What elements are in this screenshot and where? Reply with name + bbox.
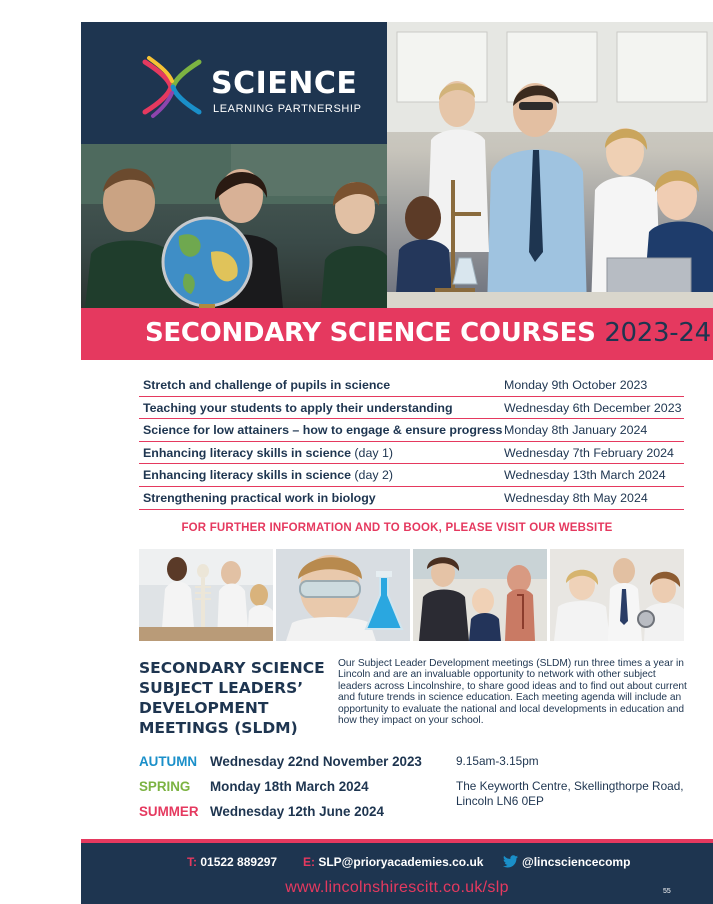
meeting-time: 9.15am-3.15pm <box>456 754 539 768</box>
logo-wordmark: SCIENCE <box>211 66 358 101</box>
meeting-row <box>139 804 449 829</box>
course-date: Wednesday 13th March 2024 <box>504 468 666 483</box>
course-row <box>139 487 684 510</box>
phone-contact[interactable] <box>187 855 277 869</box>
skeleton-lesson-photo <box>139 549 273 641</box>
sldm-heading-line: SECONDARY SCIENCE <box>139 659 325 677</box>
course-name <box>143 468 393 482</box>
course-note: (day 2) <box>350 468 393 483</box>
venue-address-line: Lincoln LN6 0EP <box>456 794 544 808</box>
sldm-heading-line: SUBJECT LEADERS’ <box>139 679 304 697</box>
x-logo-icon <box>139 54 205 120</box>
meeting-dates <box>139 754 449 829</box>
science-lab-photo <box>387 22 713 308</box>
twitter-handle: @lincsciencecomp <box>522 855 631 869</box>
season-label: SPRING <box>139 779 191 794</box>
sldm-heading <box>139 658 329 738</box>
email-label: E: <box>303 855 315 869</box>
sldm-description: Our Subject Leader Development meetings (SLDM) run three times a year in Lincoln and are an invaluable opportunity to network with other subject leaders across Lincolnshire, to share good ideas and to find out about current and future trends in science education. Each meeting agenda will include an opportunity to evaluate the national and local developments in education and how they impact on your school. <box>338 658 687 727</box>
course-note: (day 1) <box>350 445 393 460</box>
course-name <box>143 401 453 415</box>
meeting-row <box>139 754 449 779</box>
email-address: SLP@prioryacademies.co.uk <box>318 855 484 869</box>
photo-strip <box>139 549 684 641</box>
course-title: Strengthening practical work in biology <box>143 490 376 505</box>
header-panel <box>81 22 387 308</box>
science-learning-partnership-logo <box>139 54 379 116</box>
flask-experiment-photo <box>276 549 410 641</box>
course-row <box>139 442 684 465</box>
classroom-globe-photo <box>81 144 387 308</box>
venue-info <box>456 754 706 810</box>
email-contact[interactable] <box>303 855 483 869</box>
course-name <box>143 423 502 437</box>
course-row <box>139 374 684 397</box>
meeting-date: Wednesday 12th June 2024 <box>210 804 384 819</box>
course-title: Science for low attainers – how to engage & ensure progress <box>143 423 503 438</box>
page-title <box>145 318 711 348</box>
sldm-heading-line: DEVELOPMENT <box>139 699 269 717</box>
meeting-date: Monday 18th March 2024 <box>210 779 369 794</box>
course-title: Enhancing literacy skills in science <box>143 445 351 460</box>
course-date: Monday 9th October 2023 <box>504 378 648 392</box>
meeting-row <box>139 779 449 804</box>
course-row <box>139 464 684 487</box>
brochure-page <box>81 22 713 904</box>
course-row <box>139 419 684 442</box>
course-date: Wednesday 7th February 2024 <box>504 445 674 460</box>
meeting-date: Wednesday 22nd November 2023 <box>210 754 422 769</box>
website-link[interactable]: www.lincolnshirescitt.co.uk/slp <box>285 879 509 896</box>
course-name <box>143 378 390 392</box>
title-banner <box>81 308 713 360</box>
course-title: Stretch and challenge of pupils in science <box>143 378 391 392</box>
page-number: 55 <box>663 888 671 895</box>
sldm-heading-line: MEETINGS (SLDM) <box>139 719 298 737</box>
twitter-bird-icon <box>503 855 518 868</box>
anatomy-model-photo <box>413 549 547 641</box>
course-name <box>143 491 376 505</box>
course-date: Wednesday 8th May 2024 <box>504 490 648 505</box>
footer <box>81 843 713 904</box>
venue-address-line: The Keyworth Centre, Skellingthorpe Road, <box>456 778 684 793</box>
course-name <box>143 446 393 460</box>
course-row <box>139 397 684 420</box>
title-text: SECONDARY SCIENCE COURSES <box>145 318 596 348</box>
season-label: SUMMER <box>139 804 199 819</box>
booking-info[interactable]: FOR FURTHER INFORMATION AND TO BOOK, PLEASE VISIT OUR WEBSITE <box>181 522 613 534</box>
title-year: 2023-24 <box>604 318 711 348</box>
course-date: Monday 8th January 2024 <box>504 423 648 438</box>
courses-table <box>139 374 684 510</box>
phone-label: T: <box>187 855 197 869</box>
course-title: Enhancing literacy skills in science <box>143 468 351 483</box>
twitter-contact[interactable] <box>503 855 630 869</box>
microscope-students-photo <box>550 549 684 641</box>
logo-tagline: LEARNING PARTNERSHIP <box>213 103 362 115</box>
season-label: AUTUMN <box>139 754 198 769</box>
course-date: Wednesday 6th December 2023 <box>504 400 682 415</box>
course-title: Teaching your students to apply their understanding <box>143 400 453 415</box>
phone-number: 01522 889297 <box>200 855 278 869</box>
